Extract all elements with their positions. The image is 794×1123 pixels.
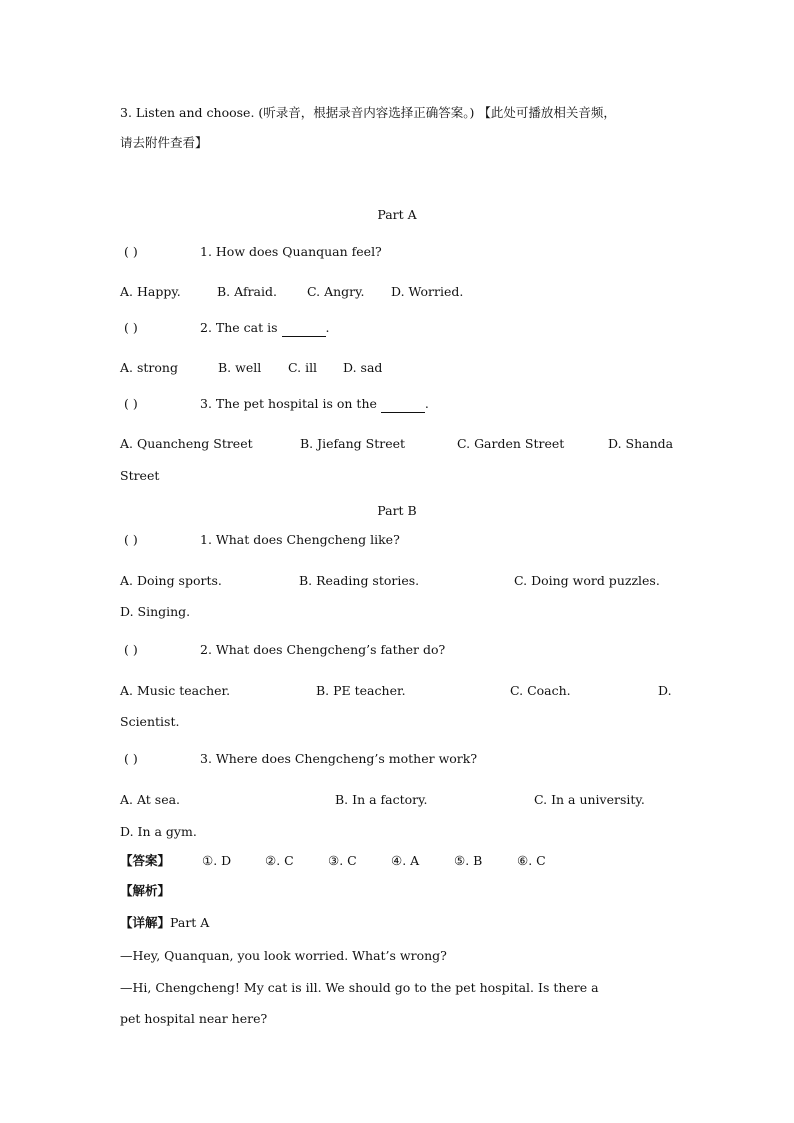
question-b2	[124, 642, 445, 658]
transcript-line: —Hi, Chengcheng! My cat is ill. We should go to the pet hospital. Is there a	[120, 980, 599, 995]
answer-bracket[interactable]: ( )	[124, 532, 138, 547]
question-instruction: 3. Listen and choose. (听录音，根据录音内容选择正确答案。) 【此处可播放相关音频，	[120, 105, 616, 120]
question-stem: 3. The pet hospital is on the	[200, 396, 377, 411]
option-a[interactable]: A. Quancheng Street	[120, 436, 253, 451]
question-stem-end: .	[325, 320, 330, 335]
question-b3	[124, 751, 477, 767]
question-a1	[124, 244, 382, 260]
option-a[interactable]: A. Doing sports.	[120, 573, 222, 588]
option-d[interactable]: D. In a gym.	[120, 824, 197, 839]
option-b[interactable]: B. well	[218, 360, 262, 375]
option-d-continued: Street	[120, 468, 160, 483]
answer-item: ⑤. B	[454, 853, 483, 868]
answer-bracket[interactable]: ( )	[124, 320, 138, 335]
answer-item: ②. C	[265, 853, 294, 868]
option-b[interactable]: B. Jiefang Street	[300, 436, 406, 451]
option-a[interactable]: A. strong	[120, 360, 178, 375]
transcript-line: —Hey, Quanquan, you look worried. What’s wrong?	[120, 948, 447, 963]
question-stem: 1. How does Quanquan feel?	[200, 244, 382, 259]
option-b[interactable]: B. Reading stories.	[299, 573, 420, 588]
audio-attachment-note: 请去附件查看】	[120, 135, 208, 150]
option-c[interactable]: C. Doing word puzzles.	[514, 573, 660, 588]
answer-bracket[interactable]: ( )	[124, 396, 138, 411]
transcript-line: pet hospital near here?	[120, 1011, 268, 1026]
answer-bracket[interactable]: ( )	[124, 751, 138, 766]
answer-item: ①. D	[202, 853, 232, 868]
option-c[interactable]: C. Garden Street	[457, 436, 565, 451]
answer-bracket[interactable]: ( )	[124, 244, 138, 259]
question-a3	[124, 396, 429, 413]
answer-item: ⑥. C	[517, 853, 546, 868]
question-b1	[124, 532, 400, 548]
option-c[interactable]: C. ill	[288, 360, 318, 375]
question-a2	[124, 320, 330, 337]
fill-blank	[282, 320, 326, 337]
detail-heading	[120, 915, 209, 931]
analysis-label: 【解析】	[120, 883, 171, 898]
question-stem: 3. Where does Chengcheng’s mother work?	[200, 751, 478, 766]
option-d-continued: Scientist.	[120, 714, 180, 729]
option-c[interactable]: C. Coach.	[510, 683, 571, 698]
option-b[interactable]: B. In a factory.	[335, 792, 428, 807]
option-a[interactable]: A. Happy.	[120, 284, 181, 299]
answer-label: 【答案】	[120, 853, 171, 868]
option-d[interactable]: D. sad	[343, 360, 383, 375]
question-stem: 2. What does Chengcheng’s father do?	[200, 642, 446, 657]
question-stem: 1. What does Chengcheng like?	[200, 532, 400, 547]
option-c[interactable]: C. Angry.	[307, 284, 365, 299]
option-c[interactable]: C. In a university.	[534, 792, 645, 807]
option-d[interactable]: D.	[658, 683, 672, 698]
answer-item: ④. A	[391, 853, 420, 868]
part-b-title: Part B	[377, 503, 417, 518]
option-a[interactable]: A. At sea.	[120, 792, 181, 807]
option-a[interactable]: A. Music teacher.	[120, 683, 231, 698]
part-a-title: Part A	[377, 207, 417, 222]
detail-label: 【详解】	[120, 915, 171, 930]
answer-bracket[interactable]: ( )	[124, 642, 138, 657]
answer-item: ③. C	[328, 853, 357, 868]
option-d[interactable]: D. Shanda	[608, 436, 674, 451]
option-b[interactable]: B. PE teacher.	[316, 683, 406, 698]
question-stem-end: .	[424, 396, 429, 411]
detail-part: Part A	[170, 915, 210, 930]
question-stem: 2. The cat is	[200, 320, 278, 335]
fill-blank	[381, 396, 425, 413]
option-d[interactable]: D. Worried.	[391, 284, 464, 299]
option-b[interactable]: B. Afraid.	[217, 284, 277, 299]
option-d[interactable]: D. Singing.	[120, 604, 191, 619]
